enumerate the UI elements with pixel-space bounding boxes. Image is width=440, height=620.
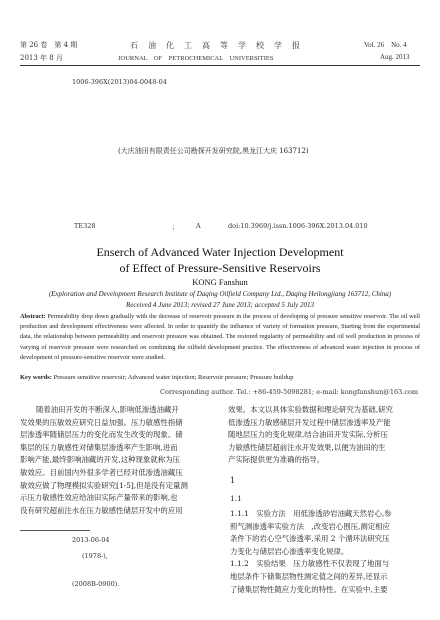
classification-separator: ； — [172, 223, 179, 231]
right-line-3: 随地层压力的变化规律,结合油田开发实际,分析压 — [228, 430, 388, 440]
right-sub-line-1: 1.1.1 实验方法 用低渗透砂岩油藏天然岩心,参 — [230, 509, 392, 518]
left-line-4: 集层的压力敏感性对储集层渗透率产生影响,进而 — [20, 442, 178, 452]
header-date-en: Aug. 2013 — [380, 53, 410, 61]
right-sub-line-6: 地层条件下储集层物性测定值之间的差异,还显示 — [230, 571, 388, 581]
abstract-label: Abstract: — [20, 313, 46, 320]
right-line-2: 低渗透压力敏感储层开发过程中储层渗透率及产能 — [228, 417, 391, 427]
right-sub-line-7: 了储集层物性随应力变化的特性。在实验中,主要 — [230, 584, 388, 594]
right-line-1: 效果。本文以具体实验数据和理论研究为基础,研究 — [228, 405, 393, 414]
corresponding-author: Corresponding author. Tel.: +86-459-5098281; e-mail: kongfanshun@163.com — [160, 388, 419, 396]
abstract-text: Permeability drop down gradually with the decrease of reservoir pressure in the process of developing of pressure sensitive reservoir. The oil well production and development effectiveness were affected. In order to quantify the influence of variety of formation pressure, Starting from the experimental data, the relationship between permeability and reservoir pressure was obtained. The restored regularity of permeability and oil well production in process of varying of reservoir pressure were researched on combining the oilfield development practice. The effectiveness of advanced water injection in process of development of pressure-sensitive reservoir were studied. — [20, 313, 420, 361]
left-line-3: 层渗透率随储层压力的变化而发生改变的现象。储 — [20, 430, 183, 440]
title-en-line2: of Effect of Pressure-Sensitive Reservoirs — [119, 261, 321, 275]
right-column — [228, 404, 423, 467]
right-sub-line-2: 照气测渗透率实验方法 ,改变岩心围压,测定相应 — [230, 521, 390, 531]
right-sub-line-4: 力变化与储层岩心渗透率变化规律。 — [230, 546, 349, 556]
right-sub-line-3: 条件下的岩心空气渗透率,采用 2 个循环法研究压 — [230, 534, 390, 544]
left-line-8: 示压力敏感性效应给油田实际产量带来的影响,也 — [20, 493, 178, 503]
abstract — [20, 312, 420, 363]
footnote-rule — [20, 530, 90, 531]
left-line-2: 发效果的压敏效应研究日益加强。压力敏感性指储 — [20, 417, 183, 427]
doi: doi:10.3969/j.issn.1006-396X.2013.04.010 — [228, 222, 368, 230]
header-journal-en: JOURNAL OF PETROCHEMICAL UNIVERSITIES — [118, 55, 274, 62]
left-line-1: 随着油田开发的不断深入,影响低渗透油藏开 — [36, 405, 179, 414]
header-volume-en: Vol. 26 No. 4 — [364, 41, 407, 49]
document-code: A — [196, 222, 201, 230]
keywords-text: Pressure sensitive reservoir; Advanced water injection; Reservoir pressure; Pressure buildup — [53, 374, 294, 381]
left-column — [20, 404, 215, 517]
clc-number: TE328 — [74, 222, 96, 230]
affiliation-cn: (大庆油田有限责任公司勘探开发研究院,黑龙江大庆 163712) — [118, 147, 309, 155]
received-dates: Received 4 June 2013; revised 27 June 2013; accepted 5 July 2013 — [125, 301, 315, 309]
right-sub-line-5: 1.1.2 实验结果 压力敏感性不仅表现了地面与 — [230, 559, 390, 569]
keywords-label: Key words: — [20, 374, 52, 381]
left-line-6: 敏效应。目前国内外很多学者已经对低渗透油藏压 — [20, 467, 183, 477]
header-volume-cn: 第 26 卷 第 4 期 — [20, 41, 78, 49]
left-line-9: 没有研究超前注水在压力敏感性储层开发中的应用 — [20, 505, 183, 515]
footnote-date: 2013-06-04 — [72, 536, 110, 544]
header-rule — [20, 65, 420, 66]
section-heading-1-1: 1.1 — [230, 494, 242, 503]
header-journal-cn: 石 油 化 工 高 等 学 校 学 报 — [130, 41, 301, 50]
right-line-5: 产实际提供更为准确的指导。 — [228, 455, 325, 465]
author-en: KONG Fanshun — [192, 277, 248, 287]
right-subsection — [230, 508, 425, 596]
article-number: 1006-396X(2013)04-0048-04 — [72, 78, 167, 86]
section-heading-1: 1 — [230, 476, 236, 485]
left-line-7: 敏效应做了物理模拟实验研究[1-5],但是没有定量测 — [20, 480, 188, 490]
title-en-line1: Enserch of Advanced Water Injection Development — [96, 245, 344, 259]
footnote-birth: (1978-), — [82, 552, 108, 560]
header-date-cn: 2013 年 8 月 — [20, 54, 63, 62]
left-line-5: 影响产能,最终影响油藏的开发,这种现象就称为压 — [20, 455, 180, 465]
footnote-fund: (2008B-0900). — [72, 580, 120, 588]
affiliation-en: (Exploration and Development Research Institute of Daqing Oilfield Company Ltd., Daqing Heilongjiang 163712, China) — [48, 290, 392, 298]
right-line-4: 力敏感性储层超前注水开发效果,以便为油田的生 — [228, 442, 386, 452]
keywords — [20, 374, 420, 381]
